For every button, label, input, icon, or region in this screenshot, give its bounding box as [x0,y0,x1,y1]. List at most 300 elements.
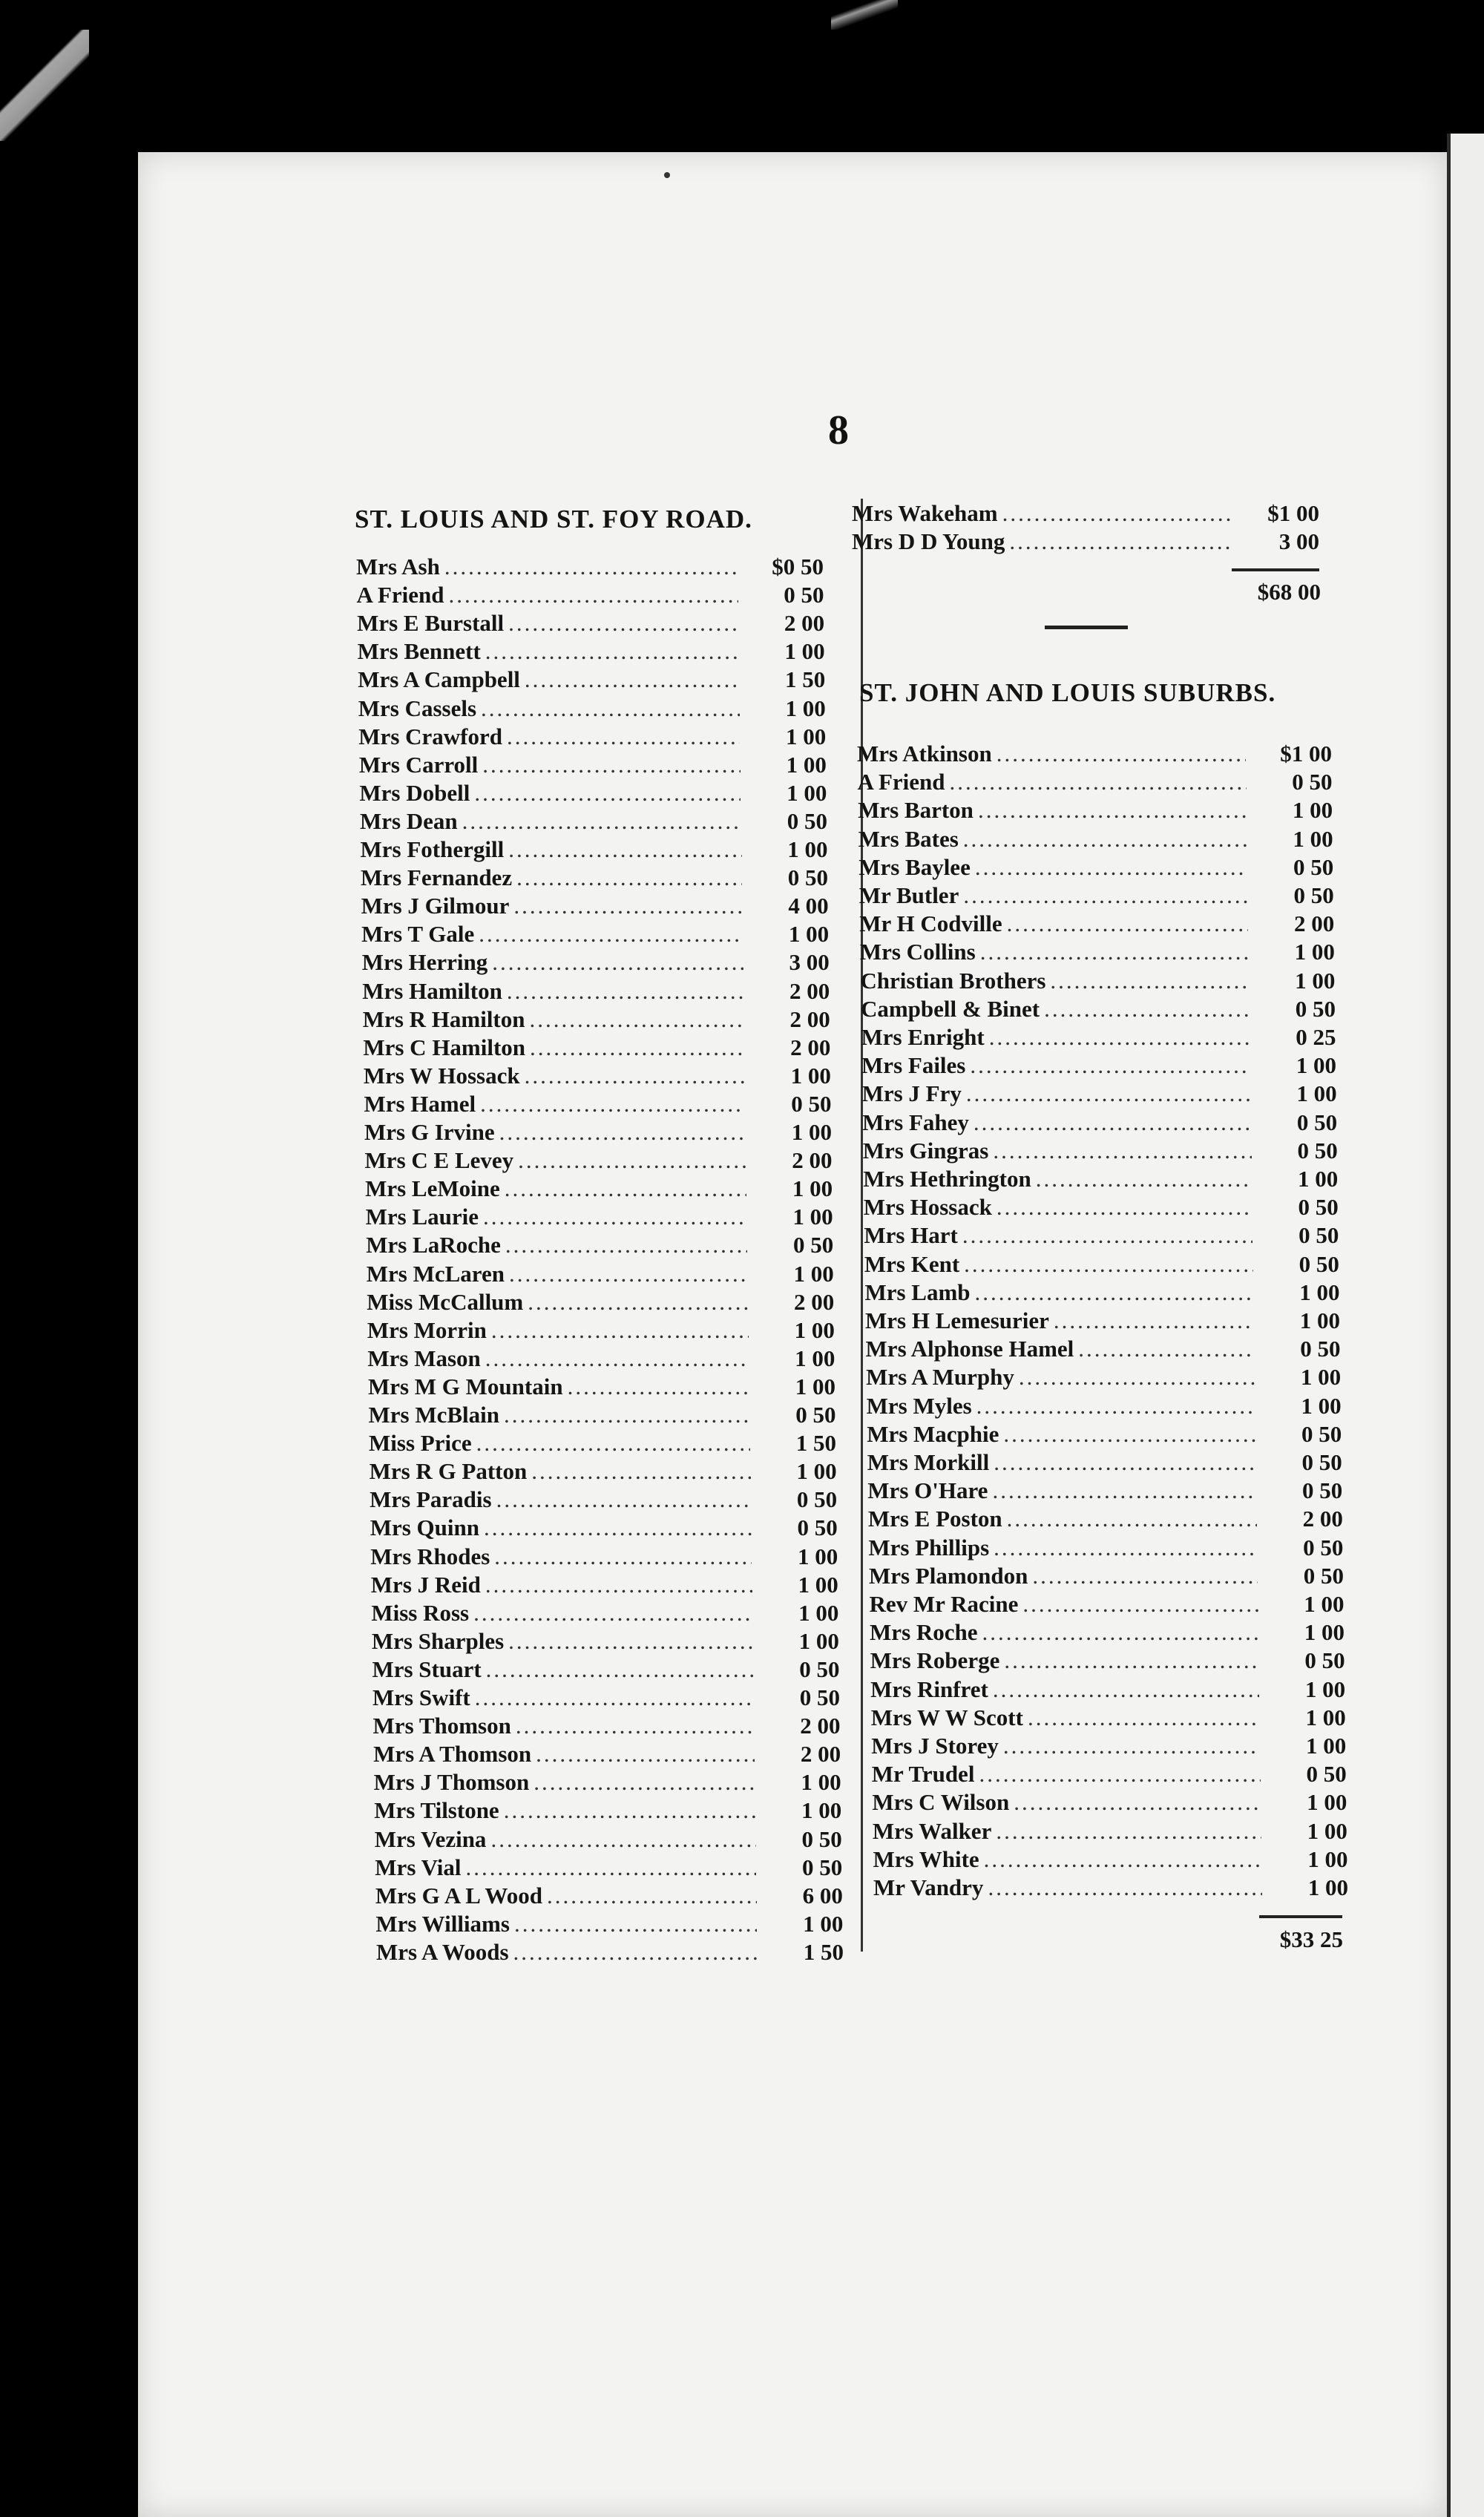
subscriber-name: Mrs C E Levey [364,1147,514,1174]
list-item [359,752,827,780]
dot-leader [507,978,743,1005]
donation-amount: 3 00 [1278,528,1319,554]
dot-leader [963,882,1247,909]
dot-leader [485,1572,752,1598]
dot-leader [1009,528,1233,555]
donation-amount: 2 00 [789,1005,830,1032]
donation-amount: 1 00 [1299,1279,1340,1305]
list-item [358,695,826,723]
dot-leader [979,1761,1260,1788]
dot-leader [530,1034,744,1061]
subscriber-name: Mrs A Murphy [866,1364,1014,1391]
donation-amount: 1 00 [1304,1676,1346,1702]
subscriber-name: Mrs Fernandez [361,864,513,891]
dot-leader [975,854,1247,881]
subscriber-name: Mrs Phillips [868,1534,990,1561]
subscriber-name: Mrs Fahey [862,1109,969,1135]
list-item [375,1854,842,1883]
donation-amount: 1 00 [791,1119,832,1145]
sum-rule [1259,1915,1342,1918]
dot-leader [993,1138,1251,1164]
donation-amount: 1 00 [795,1345,835,1371]
subscriber-name: Mrs Tilstone [374,1797,499,1824]
donation-amount: 1 00 [1304,1591,1345,1617]
column-divider [861,499,863,1952]
list-item [369,1430,836,1458]
donation-amount: 1 00 [792,1175,833,1202]
donation-amount: 3 00 [789,949,830,976]
dot-leader [513,893,742,919]
donation-amount: 1 00 [1296,1080,1337,1107]
dot-leader [994,1535,1257,1561]
subscriber-name: A Friend [356,582,444,608]
subscriber-name: Mrs McBlain [368,1402,499,1428]
subscriber-name: Mrs Roberge [870,1647,1000,1674]
donation-amount: 2 00 [1302,1506,1343,1532]
list-item [860,968,1335,996]
subscriber-name: Mrs A Campbell [358,666,520,693]
list-item [368,1374,835,1402]
subscriber-name: Mrs McLaren [366,1260,505,1287]
dot-leader [494,1543,752,1570]
donation-amount: 1 00 [801,1797,842,1824]
subscriber-name: Mrs Myles [866,1392,972,1419]
list-item [873,1818,1347,1846]
donation-amount: 2 00 [800,1741,841,1768]
subscriber-name: Mrs J Reid [370,1571,481,1598]
list-item [858,769,1333,797]
subscriber-name: Mrs Crawford [358,723,502,749]
subscriber-name: Mr Trudel [871,1761,975,1788]
dot-leader [1003,1421,1255,1448]
scan-edge-artifact [0,30,89,141]
subscriber-name: Mrs J Storey [871,1733,999,1759]
subscriber-name: Mrs Vial [375,1854,462,1880]
dot-leader [1002,500,1233,527]
donation-amount: 1 00 [1304,1619,1345,1646]
subscriber-name: Christian Brothers [860,967,1046,994]
dot-leader [475,1684,754,1711]
donation-amount: 2 00 [784,610,825,637]
donation-amount: 1 50 [803,1938,844,1965]
dot-leader [508,1628,753,1655]
dot-leader [480,1091,745,1118]
list-item [865,1307,1340,1336]
list-item [374,1797,841,1825]
printer-mark [664,172,670,178]
list-item [873,1846,1347,1874]
dot-leader [525,666,739,693]
list-item [370,1458,837,1486]
donation-amount: 1 00 [1298,1166,1339,1192]
donation-amount: 2 00 [800,1713,841,1739]
dot-leader [975,1279,1254,1306]
subscriber-name: Mrs Hamel [364,1090,476,1117]
dot-leader [993,1676,1259,1703]
donation-amount: 1 50 [795,1430,837,1457]
donation-amount: 1 00 [1299,1307,1340,1333]
subscriber-name: Mrs Ash [356,554,440,580]
list-item [869,1563,1344,1591]
subscriber-name: Mrs Herring [361,949,488,976]
dot-leader [978,797,1247,824]
subscriber-name: Mrs Paradis [370,1486,492,1513]
subscriber-name: Mrs Gingras [862,1137,989,1164]
list-item [374,1769,841,1797]
list-item [862,1080,1337,1109]
dot-leader [486,1656,754,1683]
list-item [376,1939,844,1967]
subscriber-name: Miss McCallum [367,1288,524,1315]
page-number: 8 [828,407,849,453]
subscriber-name: Mrs Bennett [357,638,481,665]
dot-leader [518,1147,746,1174]
donation-amount: 0 50 [1303,1562,1344,1589]
dot-leader [496,1486,752,1513]
donation-amount: 1 00 [787,779,827,806]
subscriber-name: Mrs J Fry [861,1080,962,1107]
subscriber-name: Mrs Failes [861,1052,966,1079]
donation-amount: $1 00 [1267,500,1319,526]
subscriber-name: Mrs White [873,1845,979,1872]
subscriber-name: Mrs Thomson [372,1713,511,1739]
subscriber-name: Mrs Rinfret [870,1676,988,1702]
donation-amount: 1 00 [798,1543,838,1569]
dot-leader [970,1052,1250,1079]
list-item [370,1515,838,1543]
list-item [867,1421,1342,1449]
list-item [867,1477,1342,1506]
list-item [870,1676,1345,1704]
list-item [870,1619,1345,1647]
subscriber-name: Mrs C Wilson [872,1789,1010,1816]
list-item [361,893,829,921]
list-item [858,826,1333,854]
donation-amount: 0 50 [784,582,824,608]
dot-leader [984,1846,1262,1873]
subscriber-name: Mrs T Gale [361,921,475,948]
list-item [863,1138,1338,1166]
dot-leader [989,1024,1250,1051]
list-item [870,1647,1345,1676]
list-item [367,1345,835,1374]
subscriber-name: Mrs E Burstall [357,610,505,637]
subscriber-name: Mrs A Thomson [373,1741,532,1768]
donation-amount: 1 00 [786,751,827,778]
dot-leader [504,1402,750,1428]
donation-amount: 1 00 [793,1260,834,1287]
list-item [866,1364,1341,1392]
donation-amount: 0 50 [1298,1194,1339,1221]
dot-leader [531,1458,750,1485]
subscriber-name: Campbell & Binet [860,995,1040,1022]
subscriber-name: Mrs E Poston [867,1506,1002,1532]
dot-leader [508,610,738,637]
dot-leader [1044,996,1250,1023]
subscriber-name: Mrs R Hamilton [362,1005,525,1032]
list-item [864,1279,1339,1307]
subscriber-name: Miss Price [369,1430,472,1457]
dot-leader [444,554,738,580]
donation-amount: 1 00 [1292,797,1333,824]
dot-leader [1004,1647,1258,1674]
subscriber-name: Mrs Bates [858,825,959,852]
donation-amount: 0 50 [795,1402,836,1428]
list-item [861,1024,1336,1052]
list-item [871,1733,1346,1761]
subscriber-name: Mrs Carroll [358,751,479,778]
dot-leader [997,1194,1252,1221]
subscriber-name: Mrs Williams [375,1910,510,1937]
subscriber-name: Mrs Morrin [367,1316,487,1343]
section-title-st-louis: ST. LOUIS AND ST. FOY ROAD. [355,505,752,534]
list-item [864,1251,1339,1279]
list-item [356,554,824,582]
donation-amount: 0 50 [1298,1250,1339,1277]
list-item [371,1600,838,1628]
subscriber-name: A Friend [857,769,945,795]
list-item [369,1402,836,1430]
donation-amount: 0 50 [1306,1761,1347,1788]
list-item [858,797,1333,825]
list-item [864,1222,1339,1250]
donation-amount: 0 50 [1292,769,1333,795]
donation-amount: 1 00 [1307,1845,1348,1872]
list-item [365,1175,833,1204]
donation-amount: 1 00 [796,1458,837,1485]
list-item [366,1204,833,1232]
dot-leader [1007,1506,1257,1532]
dot-leader [1003,1733,1260,1759]
subscriber-name: Mr Butler [858,882,959,908]
donation-amount: 0 50 [796,1486,838,1513]
subscriber-name: Mrs Collins [859,939,976,965]
dot-leader [976,1393,1255,1420]
subscriber-name: Mrs Baylee [858,853,971,880]
donation-amount: 1 00 [1301,1392,1342,1419]
subscriber-name: Mrs Macphie [867,1420,999,1447]
list-item [367,1261,834,1289]
dot-leader [1022,1591,1258,1618]
donation-amount: 1 00 [803,1910,844,1937]
list-item [871,1704,1346,1733]
dot-leader [1014,1789,1261,1816]
list-item [872,1789,1347,1817]
dot-leader [513,1939,758,1966]
subscriber-name: Mrs Morkill [867,1449,990,1475]
dot-leader [507,723,740,750]
list-item [362,978,830,1006]
list-item [372,1684,840,1713]
donation-amount: 0 25 [1296,1024,1336,1050]
list-item [861,996,1336,1024]
list-item [363,1034,830,1063]
dot-leader [996,1818,1261,1845]
dot-leader [1050,968,1249,994]
subscriber-name: Mrs Barton [858,797,974,824]
list-item [373,1741,841,1769]
subscriber-name: Mrs Quinn [370,1515,479,1541]
dot-leader [982,1619,1259,1646]
donation-amount: 1 00 [795,1373,835,1399]
subscriber-name: Mrs O'Hare [867,1477,988,1504]
dot-leader [492,949,743,976]
dot-leader [530,1006,744,1033]
donation-amount: 1 00 [798,1627,839,1654]
donation-amount: 0 50 [1295,995,1336,1022]
dot-leader [533,1769,755,1796]
donation-amount: 1 00 [801,1769,841,1796]
dot-leader [474,780,741,807]
subscriber-name: Mrs Vezina [374,1825,487,1852]
list-item [872,1761,1347,1789]
list-item [868,1535,1343,1563]
subscriber-name: Mrs Swift [372,1684,470,1710]
list-item [864,1194,1339,1222]
dot-leader [514,1911,757,1937]
section-total-st-john: $33 25 [1279,1926,1343,1952]
dot-leader [504,1797,755,1824]
list-item [375,1911,843,1939]
dot-leader [1032,1563,1258,1589]
donation-amount: 0 50 [799,1684,840,1710]
donation-amount: 1 00 [1296,1052,1337,1079]
donation-amount: 1 00 [1293,825,1333,852]
donation-amount: 2 00 [790,1034,831,1060]
donation-amount: 1 00 [1307,1874,1348,1900]
donation-amount: 0 50 [802,1854,843,1880]
dot-leader [485,638,739,665]
dot-leader [963,826,1247,853]
list-item [371,1572,838,1600]
subscriber-name: Mr Vandry [873,1874,984,1900]
dot-leader [505,1175,746,1202]
section-total-st-louis: $68 00 [1257,579,1321,605]
dot-leader [509,1261,748,1287]
subscriber-name: Mrs Dean [359,807,458,834]
dot-leader [482,752,741,778]
donation-amount: 0 50 [1293,853,1334,880]
subscriber-name: Mrs Hamilton [362,977,502,1004]
dot-leader [505,1232,747,1258]
donation-amount: 0 50 [1296,1109,1338,1135]
list-item [358,723,826,752]
subscriber-name: Mrs Hethrington [863,1166,1031,1192]
list-item [364,1063,831,1091]
section-separator [1045,626,1128,629]
subscriber-name: Mrs Wakeham [852,500,998,526]
subscriber-name: Mrs Cassels [358,695,477,721]
subscriber-name: Mrs Lamb [864,1279,971,1305]
subscriber-name: Mrs LaRoche [366,1232,501,1258]
donation-amount: 1 00 [786,723,827,749]
list-item [364,1119,832,1147]
dot-leader [994,1449,1256,1476]
subscriber-name: Mr H Codville [859,910,1002,937]
donation-amount: 1 00 [785,695,826,721]
list-item [367,1289,834,1317]
dot-leader [462,808,741,835]
dot-leader [483,1204,747,1230]
donation-amount: 2 00 [792,1147,833,1174]
section-title-st-john: ST. JOHN AND LOUIS SUBURBS. [859,678,1276,707]
list-item [373,1713,841,1741]
dot-leader [980,939,1249,965]
donation-amount: 0 50 [1303,1534,1344,1561]
list-item [861,1052,1336,1080]
donation-amount: 1 00 [1306,1733,1347,1759]
donation-amount: 1 00 [1307,1789,1347,1816]
subscriber-name: Mrs M G Mountain [367,1373,563,1399]
subscriber-name: Mrs Rhodes [370,1543,490,1569]
dot-leader [1019,1364,1255,1391]
donation-amount: 0 50 [1302,1477,1343,1504]
subscriber-name: Mrs H Lemesurier [865,1307,1049,1333]
donation-amount: 0 50 [797,1515,838,1541]
donation-amount: 1 00 [1294,939,1335,965]
list-item [367,1317,835,1345]
donation-amount: 1 50 [784,666,826,693]
dot-leader [974,1109,1251,1136]
dot-leader [962,1222,1252,1249]
donation-amount: $1 00 [1280,741,1332,767]
list-item [357,582,824,610]
list-item [362,949,830,977]
donation-amount: 0 50 [787,807,827,834]
donation-amount: 4 00 [788,893,829,919]
donation-amount: 1 00 [794,1316,835,1343]
donation-amount: 0 50 [1293,882,1334,908]
subscriber-name: Miss Ross [371,1599,470,1626]
list-item [372,1628,839,1656]
subscriber-name: Mrs A Woods [375,1938,509,1965]
subscriber-name: Mrs Stuart [372,1655,482,1682]
dot-leader [499,1119,746,1146]
list-item [363,1006,830,1034]
donation-amount: 1 00 [798,1599,839,1626]
subscriber-name: Mrs Mason [367,1345,481,1371]
donation-amount: 0 50 [787,864,829,891]
list-item [375,1883,843,1911]
subscriber-name: Mrs G Irvine [364,1119,495,1145]
dot-leader [966,1080,1251,1107]
subscriber-name: Mrs Sharples [371,1627,505,1654]
list-item [372,1656,839,1684]
subscriber-name: Mrs Dobell [359,779,470,806]
dot-leader [997,741,1246,767]
subscriber-name: Mrs J Gilmour [361,893,510,919]
subscriber-name: Mrs Laurie [365,1204,479,1230]
scan-edge-artifact [831,0,898,30]
subscriber-name: Mrs D D Young [852,528,1005,554]
dot-leader [1028,1704,1260,1731]
subscriber-name: Mrs W W Scott [870,1704,1023,1730]
subscriber-name: Mrs W Hossack [363,1062,520,1089]
dot-leader [525,1063,745,1089]
dot-leader [491,1317,749,1344]
subscriber-name: Mrs Roche [870,1619,978,1646]
list-item [873,1874,1348,1903]
donation-amount: 1 00 [1305,1704,1346,1730]
subscriber-name: Mrs G A L Wood [375,1882,542,1909]
dot-leader [516,1713,755,1739]
list-item [366,1232,833,1260]
donation-amount: 2 00 [794,1288,835,1315]
adjacent-page-edge [1447,134,1484,2517]
dot-leader [484,1515,752,1541]
subscriber-name: Mrs C Hamilton [363,1034,526,1060]
list-item [868,1506,1343,1534]
